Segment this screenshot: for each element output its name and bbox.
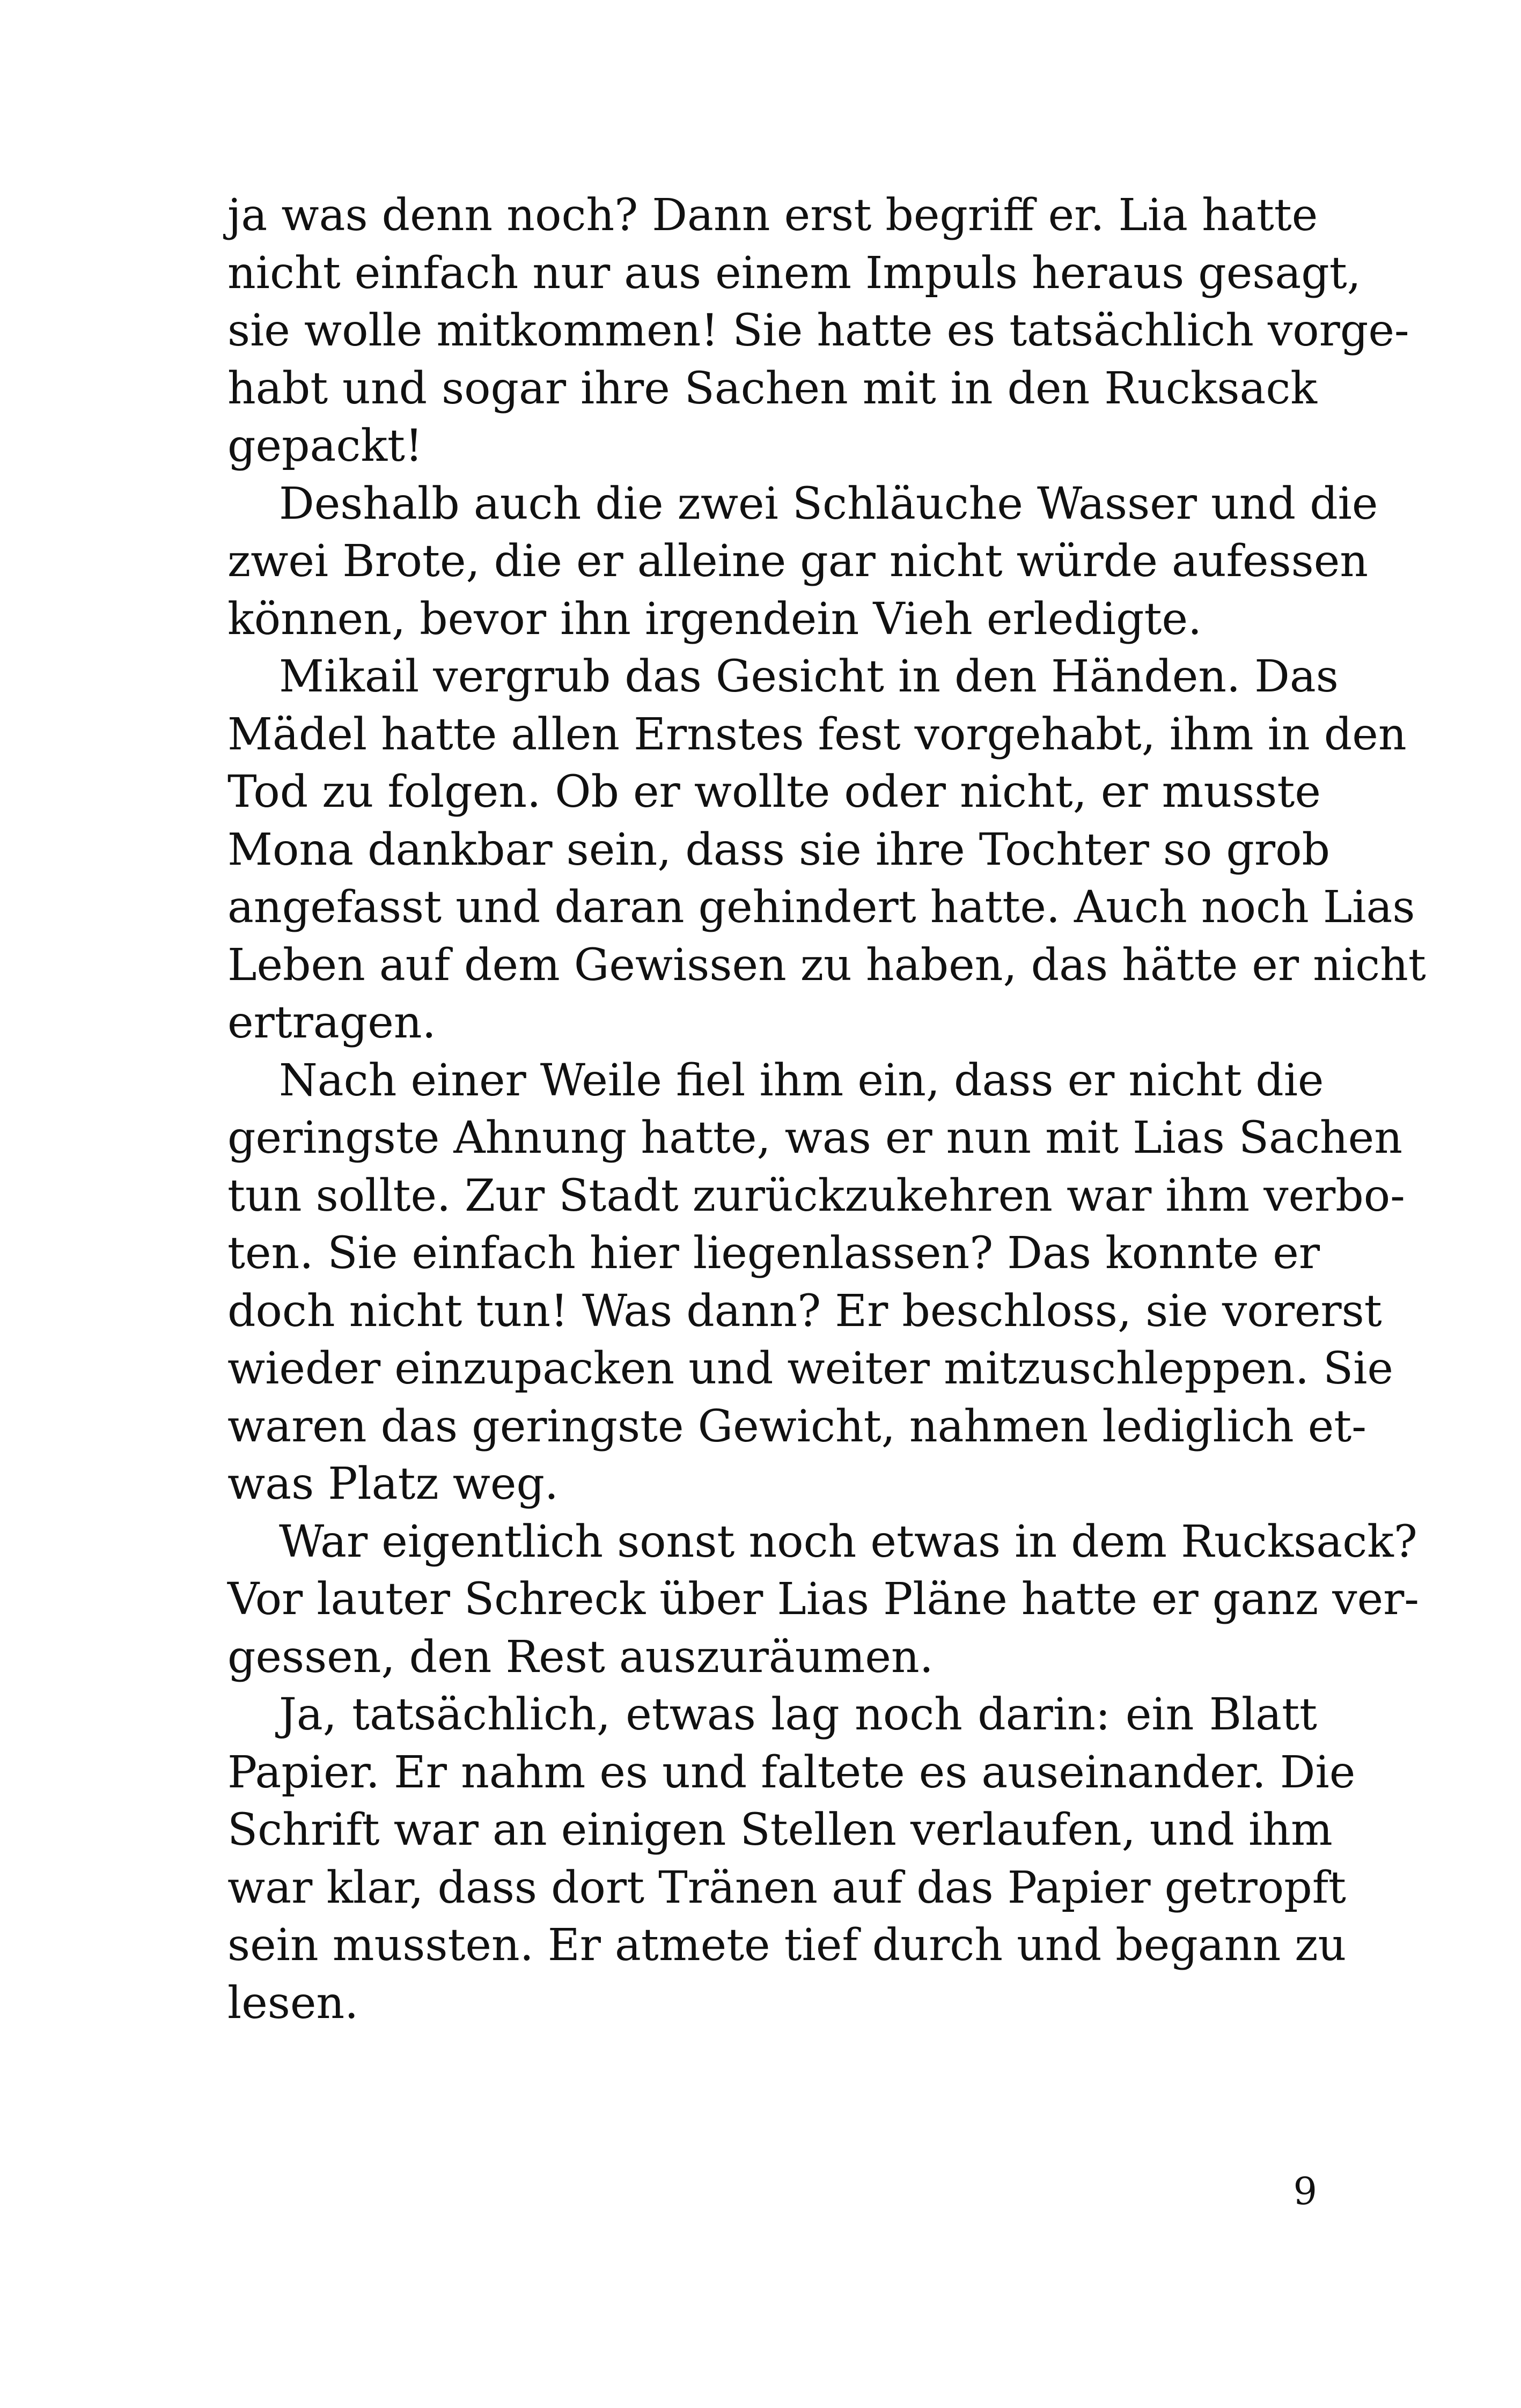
text-line: ertragen. (227, 997, 436, 1048)
text-line: Schrift war an einigen Stellen verlaufen, und ihm (227, 1805, 1333, 1855)
text-line: zwei Brote, die er alleine gar nicht würde aufessen (227, 536, 1369, 587)
text-line: ten. Sie einfach hier liegenlassen? Das konnte er (227, 1228, 1320, 1279)
text-line: sie wolle mitkommen! Sie hatte es tatsächlich vorge- (227, 305, 1409, 356)
text-line: doch nicht tun! Was dann? Er beschloss, sie vorerst (227, 1285, 1382, 1337)
text-line: ja was denn noch? Dann erst begriff er. Lia hatte (227, 190, 1318, 241)
text-line: sein mussten. Er atmete tief durch und begann zu (227, 1920, 1347, 1971)
text-line: nicht einfach nur aus einem Impuls heraus gesagt, (227, 247, 1361, 299)
text-line: Deshalb auch die zwei Schläuche Wasser und die (279, 478, 1378, 529)
paragraph (227, 1052, 1405, 1513)
text-line: gepackt! (227, 421, 423, 472)
text-line: Tod zu folgen. Ob er wollte oder nicht, er musste (227, 767, 1321, 818)
text-line: lesen. (227, 1977, 359, 2029)
paragraph (227, 475, 1378, 649)
text-line: habt und sogar ihre Sachen mit in den Rucksack (227, 363, 1317, 414)
text-line: Papier. Er nahm es und faltete es auseinander. Die (227, 1747, 1356, 1798)
text-line: Nach einer Weile fiel ihm ein, dass er nicht die (279, 1055, 1324, 1106)
text-line: Mona dankbar sein, dass sie ihre Tochter so grob (227, 824, 1330, 875)
page-number: 9 (1293, 2169, 1317, 2213)
paragraph (227, 187, 1409, 475)
text-line: können, bevor ihn irgendein Vieh erledigte. (227, 593, 1202, 645)
text-line: Mädel hatte allen Ernstes fest vorgehabt, ihm in den (227, 709, 1407, 760)
text-line: was Platz weg. (227, 1459, 559, 1509)
paragraph (227, 1513, 1420, 1687)
text-line: Vor lauter Schreck über Lias Pläne hatte er ganz ver- (227, 1574, 1420, 1625)
text-line: wieder einzupacken und weiter mitzuschleppen. Sie (227, 1343, 1393, 1394)
paragraph (227, 648, 1426, 1052)
paragraph (227, 1686, 1356, 2032)
text-line: tun sollte. Zur Stadt zurückzukehren war ihm verbo- (227, 1170, 1405, 1221)
text-line: Mikail vergrub das Gesicht in den Händen. Das (279, 651, 1339, 702)
text-line: War eigentlich sonst noch etwas in dem Rucksack? (279, 1516, 1417, 1567)
text-line: gessen, den Rest auszuräumen. (227, 1631, 934, 1683)
body-text (227, 187, 1426, 2032)
text-line: geringste Ahnung hatte, was er nun mit Lias Sachen (227, 1113, 1403, 1164)
text-line: Ja, tatsächlich, etwas lag noch darin: ein Blatt (279, 1689, 1317, 1740)
text-line: war klar, dass dort Tränen auf das Papier getropft (227, 1862, 1346, 1913)
text-line: waren das geringste Gewicht, nahmen lediglich et- (227, 1401, 1366, 1452)
text-line: angefasst und daran gehindert hatte. Auch noch Lias (227, 882, 1415, 933)
text-line: Leben auf dem Gewissen zu haben, das hätte er nicht (227, 939, 1426, 991)
